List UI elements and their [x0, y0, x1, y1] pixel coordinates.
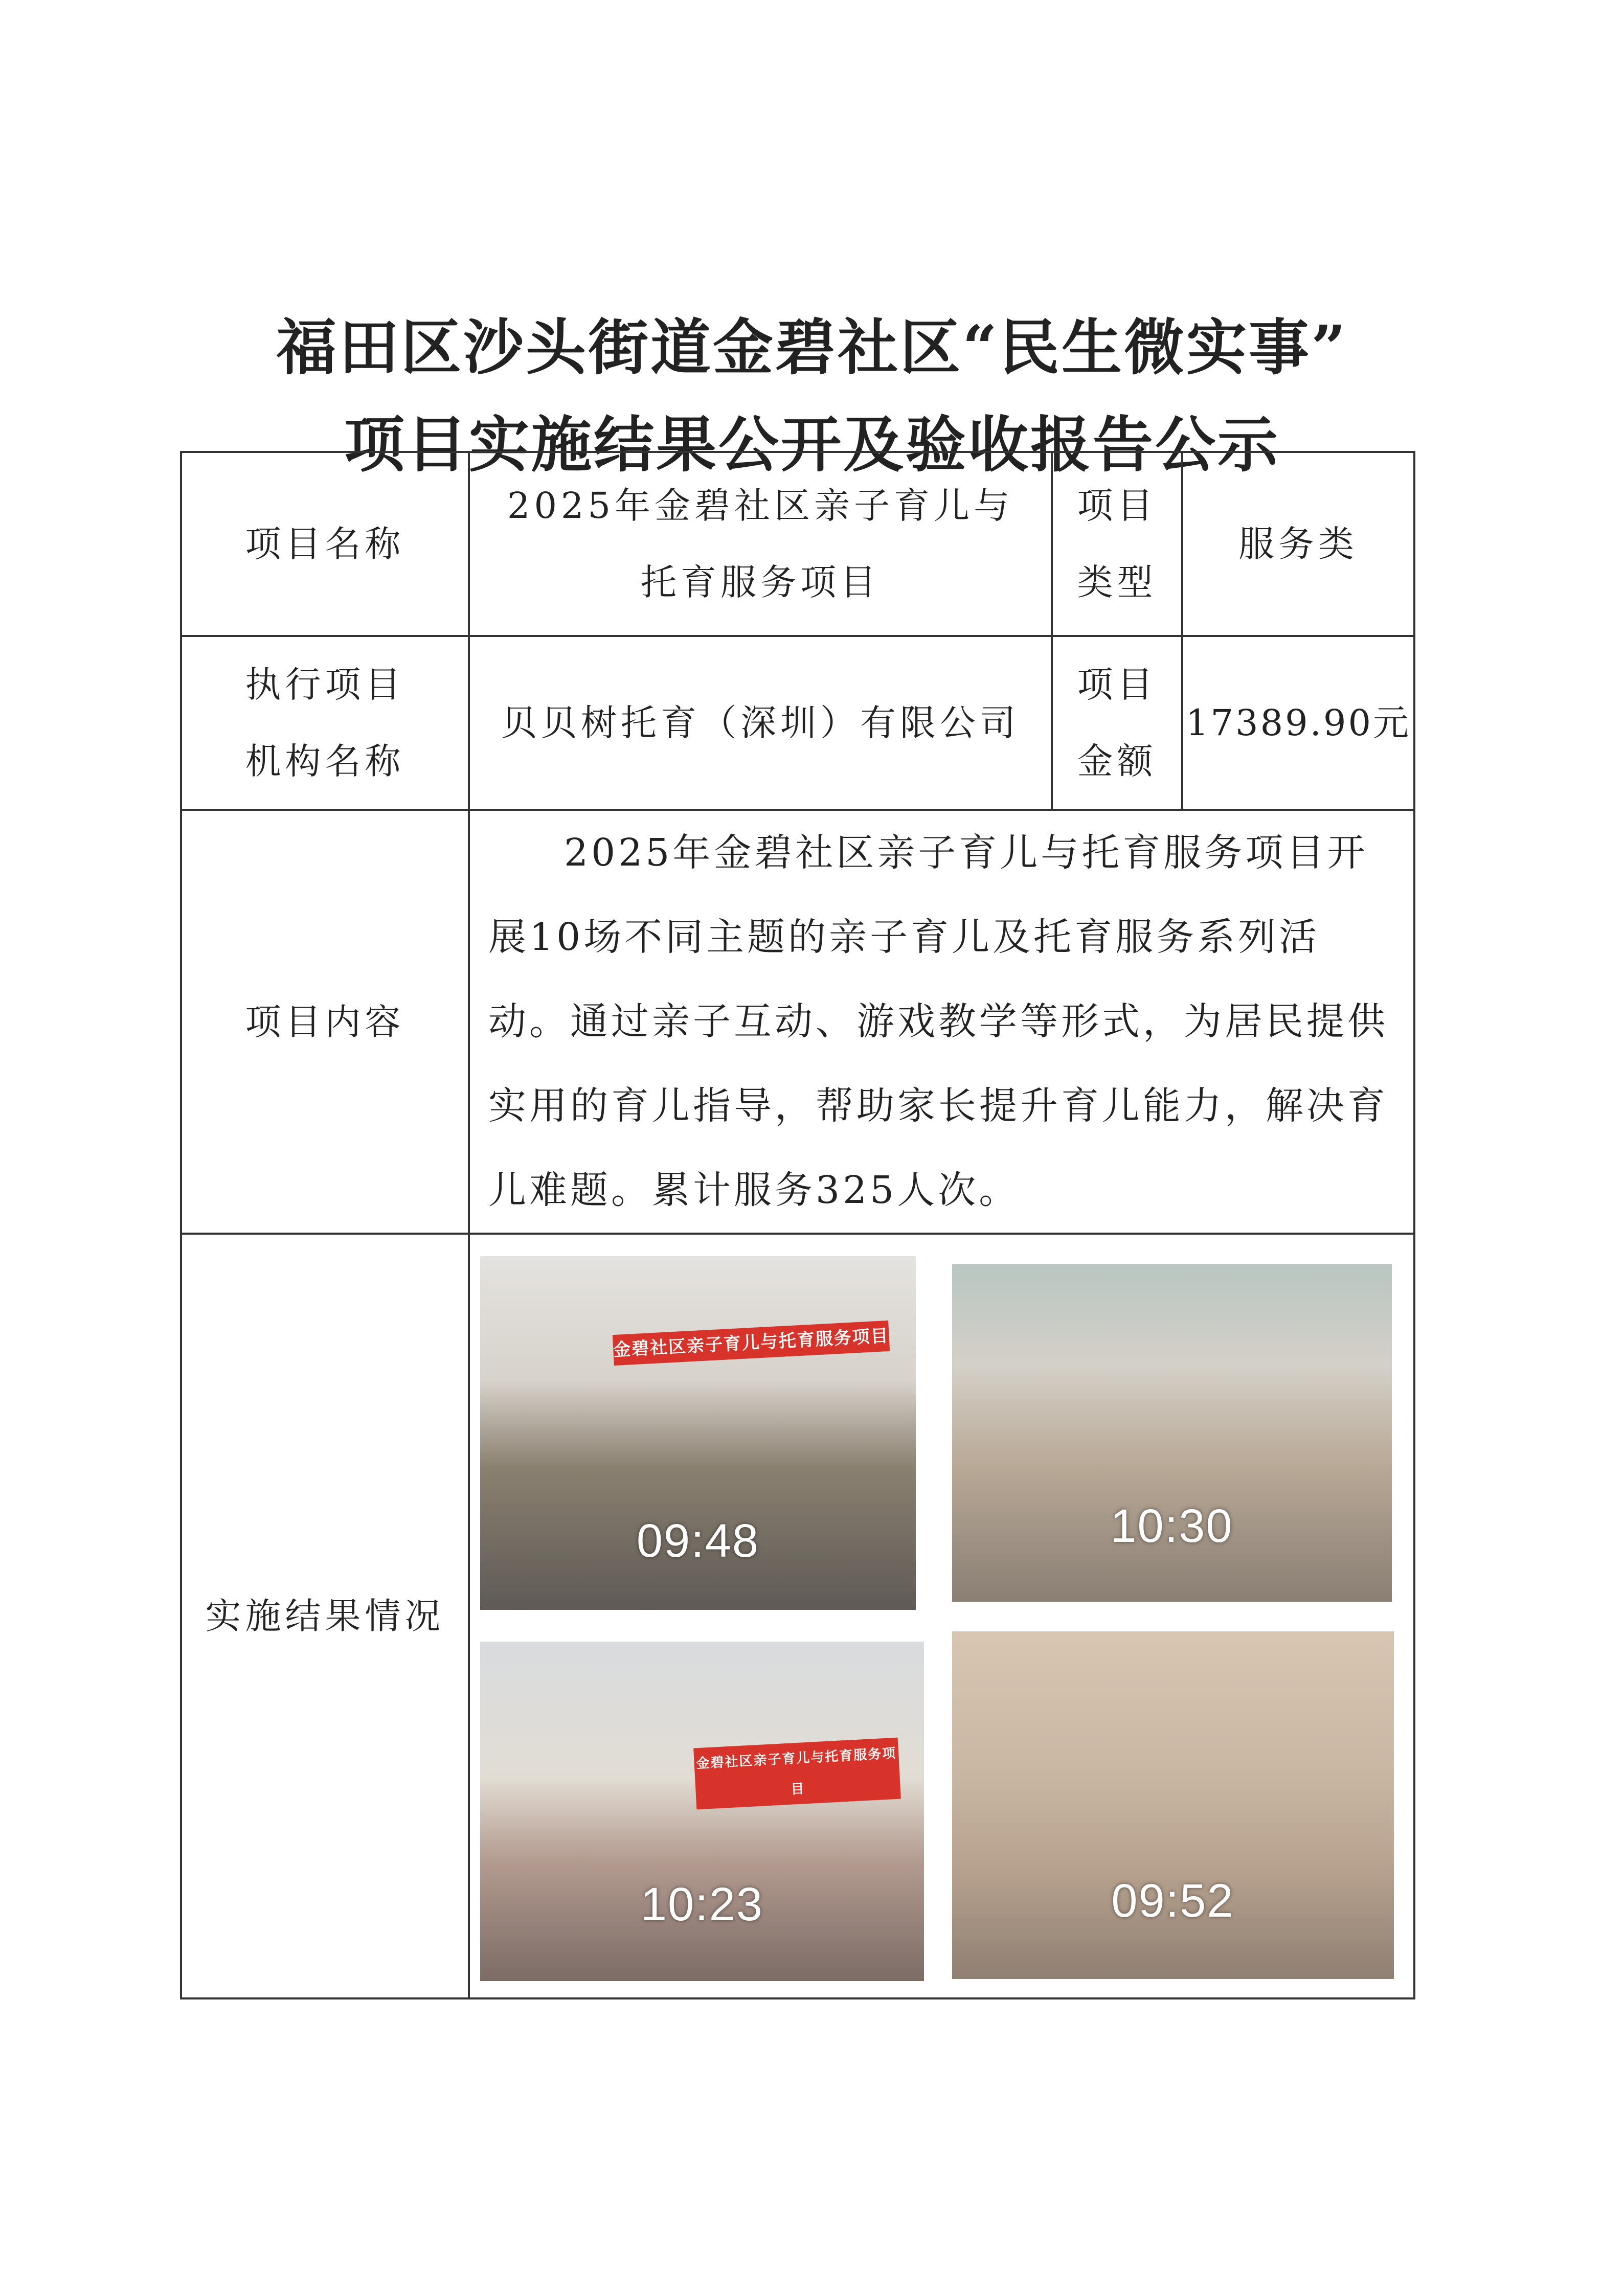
photo-timestamp: 10:23 — [640, 1878, 764, 1930]
photo-cell — [942, 1616, 1414, 1996]
photo-grid — [470, 1236, 1413, 1996]
table-row — [181, 636, 1414, 810]
activity-photo — [952, 1631, 1394, 1979]
org-value: 贝贝树托育（深圳）有限公司 — [469, 636, 1052, 810]
photo-timestamp: 10:30 — [1110, 1500, 1233, 1552]
content-value: 2025年金碧社区亲子育儿与托育服务项目开展10场不同主题的亲子育儿及托育服务系列活动。通过亲子互动、游戏教学等形式，为居民提供实用的育儿指导，帮助家长提升育儿能力，解决育儿难题。累计服务325人次。 — [488, 831, 1388, 1212]
project-name-value: 2025年金碧社区亲子育儿与托育服务项目 — [469, 452, 1052, 636]
org-label: 执行项目机构名称 — [181, 636, 469, 810]
photo-cell — [942, 1236, 1414, 1616]
table-row — [181, 452, 1414, 636]
photo-timestamp: 09:48 — [636, 1515, 760, 1567]
amount-value: 17389.90元 — [1182, 636, 1414, 810]
project-name-label: 项目名称 — [181, 452, 469, 636]
photo-banner: 金碧社区亲子育儿与托育服务项目 — [613, 1321, 890, 1366]
result-label: 实施结果情况 — [181, 1234, 469, 1998]
title-line-1: 福田区沙头街道金碧社区“民生微实事” — [276, 312, 1348, 383]
activity-photo — [952, 1264, 1392, 1602]
title-line-2: 项目实施结果公开及验收报告公示 — [344, 409, 1280, 480]
photo-cell — [470, 1616, 942, 1996]
photo-banner: 金碧社区亲子育儿与托育服务项目 — [693, 1738, 901, 1810]
photo-cell — [470, 1236, 942, 1616]
project-type-label: 项目类型 — [1052, 452, 1182, 636]
project-type-value: 服务类 — [1182, 452, 1414, 636]
content-label: 项目内容 — [181, 810, 469, 1234]
table-row — [181, 810, 1414, 1234]
content-cell — [469, 810, 1414, 1234]
result-photos-cell — [469, 1234, 1414, 1998]
photo-timestamp: 09:52 — [1111, 1875, 1234, 1927]
table-row — [181, 1234, 1414, 1998]
activity-photo — [480, 1642, 924, 1981]
report-table — [180, 451, 1415, 1999]
activity-photo — [480, 1256, 916, 1610]
amount-label: 项目金额 — [1052, 636, 1182, 810]
